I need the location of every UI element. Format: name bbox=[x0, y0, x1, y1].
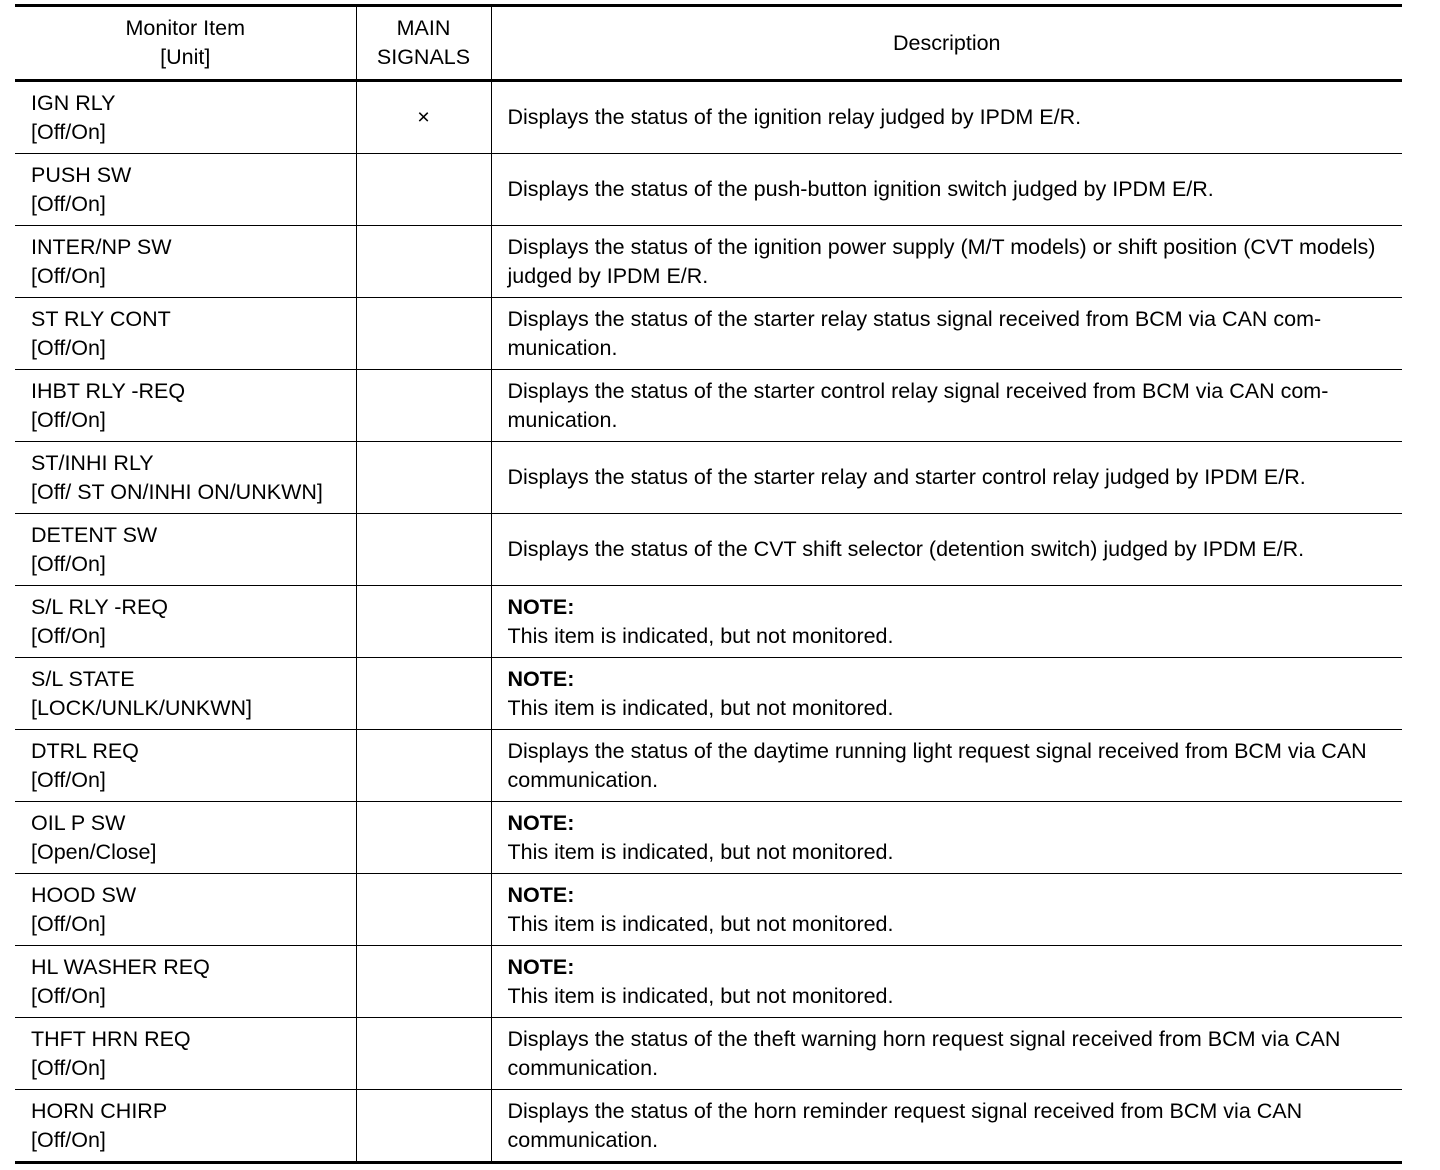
description-cell bbox=[491, 81, 1402, 154]
description-cell bbox=[491, 226, 1402, 298]
table-row bbox=[15, 514, 1402, 586]
monitor-item-name: IHBT RLY -REQ bbox=[31, 378, 186, 403]
monitor-item-cell bbox=[15, 1090, 356, 1163]
description-cell bbox=[491, 370, 1402, 442]
description-text: Displays the status of the CVT shift selector (detention switch) judged by IPDM E/R. bbox=[507, 537, 1305, 561]
main-signals-cell bbox=[356, 154, 491, 226]
monitor-item-cell bbox=[15, 586, 356, 658]
header-description-label: Description bbox=[892, 30, 1001, 55]
description-cell bbox=[491, 442, 1402, 514]
header-unit-label: [Unit] bbox=[160, 45, 211, 69]
monitor-item-unit: [Off/On] bbox=[31, 1127, 106, 1152]
monitor-item-unit: [Off/On] bbox=[31, 407, 106, 432]
note-label: NOTE: bbox=[507, 810, 575, 835]
monitor-item-name: DETENT SW bbox=[31, 522, 158, 547]
description-text: Displays the status of the push-button ignition switch judged by IPDM E/R. bbox=[507, 177, 1214, 201]
monitor-item-unit: [Off/On] bbox=[31, 911, 106, 936]
description-text: This item is indicated, but not monitored. bbox=[507, 983, 894, 1008]
description-cell bbox=[491, 154, 1402, 226]
monitor-item-cell bbox=[15, 226, 356, 298]
description-cell bbox=[491, 514, 1402, 586]
description-cell bbox=[491, 586, 1402, 658]
description-text: This item is indicated, but not monitored. bbox=[507, 623, 894, 648]
monitor-item-name: ST RLY CONT bbox=[31, 306, 171, 331]
table-body bbox=[15, 81, 1402, 1163]
monitor-item-name: OIL P SW bbox=[31, 810, 126, 835]
monitor-item-unit: [Off/On] bbox=[31, 335, 106, 360]
description-cell bbox=[491, 298, 1402, 370]
table-row bbox=[15, 1090, 1402, 1163]
main-signals-cell bbox=[356, 730, 491, 802]
monitor-item-unit: [Off/On] bbox=[31, 767, 106, 792]
description-cell bbox=[491, 1090, 1402, 1163]
monitor-item-unit: [Off/On] bbox=[31, 1055, 106, 1080]
table-row bbox=[15, 226, 1402, 298]
description-text: This item is indicated, but not monitored. bbox=[507, 911, 894, 936]
note-label: NOTE: bbox=[507, 882, 575, 907]
description-text: This item is indicated, but not monitored. bbox=[507, 839, 894, 864]
table-row bbox=[15, 81, 1402, 154]
main-signals-cell bbox=[356, 1090, 491, 1163]
description-cell bbox=[491, 730, 1402, 802]
table-row bbox=[15, 442, 1402, 514]
note-label: NOTE: bbox=[507, 954, 575, 979]
monitor-item-name: ST/INHI RLY bbox=[31, 450, 154, 475]
description-text: This item is indicated, but not monitored. bbox=[507, 695, 894, 720]
main-signals-cell bbox=[356, 298, 491, 370]
monitor-item-cell bbox=[15, 370, 356, 442]
main-signal-mark: × bbox=[417, 105, 430, 129]
monitor-item-cell bbox=[15, 730, 356, 802]
monitor-item-unit: [Off/On] bbox=[31, 263, 106, 288]
monitor-item-cell bbox=[15, 442, 356, 514]
description-text: Displays the status of the starter relay and starter control relay judged by IPDM E/R. bbox=[507, 465, 1306, 489]
monitor-item-unit: [Open/Close] bbox=[31, 839, 157, 864]
header-description bbox=[491, 6, 1402, 81]
monitor-item-name: HORN CHIRP bbox=[31, 1098, 168, 1123]
table-header-row bbox=[15, 6, 1402, 81]
table-row bbox=[15, 370, 1402, 442]
monitor-item-table bbox=[15, 4, 1402, 1164]
header-monitor-item-label: Monitor Item bbox=[125, 16, 245, 40]
header-monitor-item bbox=[15, 6, 356, 81]
monitor-item-unit: [Off/ ST ON/INHI ON/UNKWN] bbox=[31, 479, 323, 504]
description-text: Displays the status of the ignition relay judged by IPDM E/R. bbox=[507, 105, 1082, 129]
table-row bbox=[15, 658, 1402, 730]
monitor-item-unit: [Off/On] bbox=[31, 551, 106, 576]
description-cell bbox=[491, 946, 1402, 1018]
monitor-item-unit: [Off/On] bbox=[31, 983, 106, 1008]
monitor-item-unit: [LOCK/UNLK/UNKWN] bbox=[31, 695, 253, 720]
main-signals-cell bbox=[356, 370, 491, 442]
note-label: NOTE: bbox=[507, 594, 575, 619]
main-signals-cell bbox=[356, 1018, 491, 1090]
monitor-item-cell bbox=[15, 802, 356, 874]
table-row bbox=[15, 154, 1402, 226]
main-signals-cell bbox=[356, 442, 491, 514]
monitor-item-name: PUSH SW bbox=[31, 162, 132, 187]
table-row bbox=[15, 946, 1402, 1018]
table-row bbox=[15, 874, 1402, 946]
monitor-item-unit: [Off/On] bbox=[31, 623, 106, 648]
monitor-item-name: IGN RLY bbox=[31, 90, 116, 115]
table-row bbox=[15, 1018, 1402, 1090]
description-cell bbox=[491, 802, 1402, 874]
main-signals-cell bbox=[356, 658, 491, 730]
monitor-item-cell bbox=[15, 874, 356, 946]
header-signals-label: SIGNALS bbox=[376, 45, 471, 69]
note-label: NOTE: bbox=[507, 666, 575, 691]
monitor-item-cell bbox=[15, 946, 356, 1018]
main-signals-cell bbox=[356, 81, 491, 154]
monitor-item-name: HOOD SW bbox=[31, 882, 137, 907]
main-signals-cell bbox=[356, 802, 491, 874]
description-cell bbox=[491, 658, 1402, 730]
monitor-item-unit: [Off/On] bbox=[31, 191, 106, 216]
table-row bbox=[15, 298, 1402, 370]
monitor-item-cell bbox=[15, 514, 356, 586]
description-text: Displays the status of the daytime running light request signal received from BCM via CAN communication. bbox=[507, 738, 1367, 792]
monitor-item-cell bbox=[15, 298, 356, 370]
description-text: Displays the status of the theft warning horn request signal received from BCM via CAN communication. bbox=[507, 1026, 1341, 1080]
header-main-label: MAIN bbox=[396, 16, 451, 40]
table-row bbox=[15, 802, 1402, 874]
description-text: Displays the status of the ignition power supply (M/T models) or shift position (CVT models) judged by IPDM E/R. bbox=[507, 234, 1376, 288]
monitor-item-name: THFT HRN REQ bbox=[31, 1026, 191, 1051]
description-cell bbox=[491, 1018, 1402, 1090]
main-signals-cell bbox=[356, 586, 491, 658]
monitor-item-name: HL WASHER REQ bbox=[31, 954, 210, 979]
monitor-item-name: S/L STATE bbox=[31, 666, 135, 691]
description-text: Displays the status of the horn reminder request signal received from BCM via CAN communication. bbox=[507, 1098, 1303, 1152]
monitor-item-cell bbox=[15, 81, 356, 154]
main-signals-cell bbox=[356, 874, 491, 946]
monitor-item-cell bbox=[15, 154, 356, 226]
monitor-item-cell bbox=[15, 1018, 356, 1090]
table-row bbox=[15, 586, 1402, 658]
main-signals-cell bbox=[356, 514, 491, 586]
monitor-item-unit: [Off/On] bbox=[31, 119, 106, 144]
main-signals-cell bbox=[356, 946, 491, 1018]
monitor-item-name: S/L RLY -REQ bbox=[31, 594, 169, 619]
monitor-item-cell bbox=[15, 658, 356, 730]
monitor-item-name: INTER/NP SW bbox=[31, 234, 172, 259]
table-row bbox=[15, 730, 1402, 802]
header-main-signals bbox=[356, 6, 491, 81]
description-text: Displays the status of the starter relay status signal received from BCM via CAN com-munication. bbox=[507, 306, 1322, 360]
description-cell bbox=[491, 874, 1402, 946]
description-text: Displays the status of the starter control relay signal received from BCM via CAN com-munication. bbox=[507, 378, 1329, 432]
monitor-item-name: DTRL REQ bbox=[31, 738, 139, 763]
main-signals-cell bbox=[356, 226, 491, 298]
